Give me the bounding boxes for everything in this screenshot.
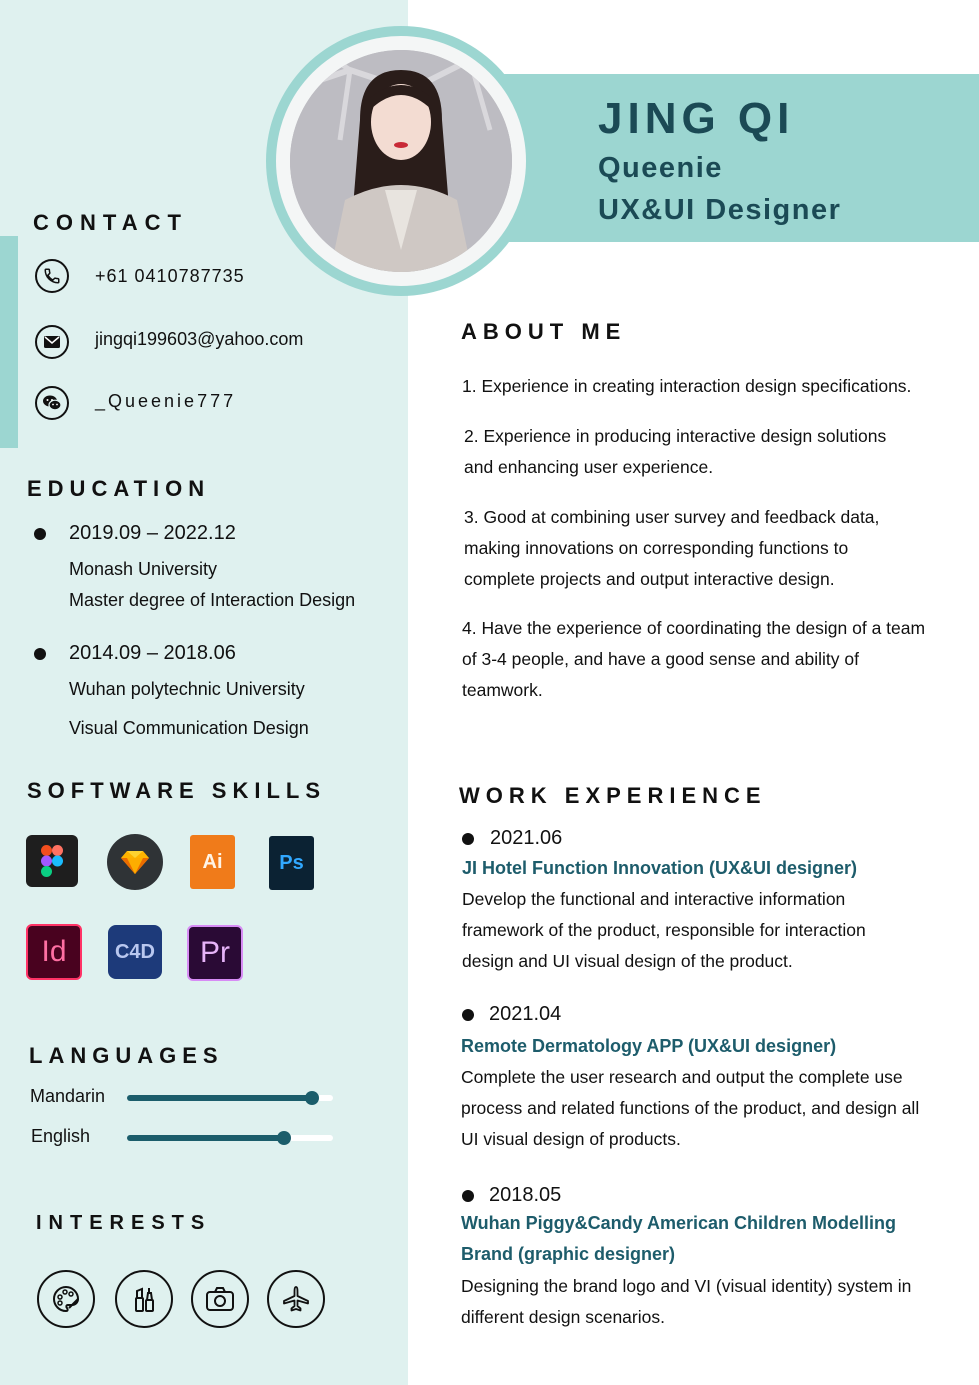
work-description: Develop the functional and interactive information framework of the product, responsible for interaction design and UI visual design of the product. [462, 889, 866, 971]
bullet [462, 1009, 474, 1021]
language-label: English [31, 1126, 91, 1146]
work-date: 2021.06 [490, 827, 563, 849]
phone-icon [35, 259, 69, 293]
education-degree: Master degree of Interaction Design [69, 590, 356, 610]
language-bar-fill [127, 1135, 284, 1141]
email-icon [35, 325, 69, 359]
education-degree: Visual Communication Design [69, 718, 309, 738]
contact-wechat[interactable]: _Queenie777 [95, 391, 237, 411]
about-item: 1. Experience in creating interaction design specifications. [462, 376, 912, 396]
education-period: 2014.09 – 2018.06 [69, 642, 236, 664]
work-description: Complete the user research and output the complete use process and related functions of the product, and design all UI visual design of products. [461, 1067, 920, 1149]
work-title: Wuhan Piggy&Candy American Children Modelling Brand (graphic designer) [461, 1213, 897, 1264]
nickname: Queenie [598, 152, 723, 184]
contact-email[interactable]: jingqi199603@yahoo.com [95, 329, 304, 349]
bullet [34, 648, 46, 660]
bullet [462, 1190, 474, 1202]
contact-heading: CONTACT [33, 210, 188, 235]
illustrator-icon [190, 835, 235, 889]
sidebar-accent-bar [0, 236, 18, 448]
camera-icon [191, 1270, 249, 1328]
language-bar-fill [127, 1095, 312, 1101]
palette-icon [37, 1270, 95, 1328]
about-heading: ABOUT ME [461, 319, 627, 344]
language-label: Mandarin [30, 1086, 106, 1106]
about-item: 3. Good at combining user survey and feedback data, making innovations on corresponding functions to complete projects and output interactive design. [464, 507, 880, 589]
language-bar [127, 1135, 333, 1141]
education-school: Wuhan polytechnic University [69, 679, 305, 699]
premiere-label: Pr [200, 936, 230, 969]
makeup-icon [115, 1270, 173, 1328]
education-school: Monash University [69, 559, 218, 579]
figma-icon [26, 835, 78, 887]
bullet [34, 528, 46, 540]
cinema4d-icon [108, 925, 162, 979]
contact-phone[interactable]: +61 0410787735 [95, 266, 245, 286]
premiere-icon [187, 925, 243, 981]
sketch-icon [107, 834, 163, 890]
bullet [462, 833, 474, 845]
photoshop-label: Ps [279, 851, 304, 874]
work-title: Remote Dermatology APP (UX&UI designer) [461, 1036, 837, 1056]
education-heading: EDUCATION [27, 476, 211, 501]
about-item: 4. Have the experience of coordinating the design of a team of 3-4 people, and have a good sense and ability of teamwork. [462, 618, 926, 700]
languages-heading: LANGUAGES [29, 1043, 224, 1068]
cinema4d-label: C4D [114, 940, 155, 963]
work-heading: WORK EXPERIENCE [459, 783, 767, 808]
work-date: 2021.04 [489, 1003, 562, 1025]
full-name: JING QI [598, 94, 795, 143]
education-period: 2019.09 – 2022.12 [69, 522, 236, 544]
airplane-icon [267, 1270, 325, 1328]
work-date: 2018.05 [489, 1184, 562, 1206]
indesign-label: Id [41, 935, 67, 968]
about-item: 2. Experience in producing interactive design solutions and enhancing user experience. [464, 426, 887, 477]
interests-heading: INTERESTS [36, 1212, 212, 1234]
indesign-icon [26, 924, 82, 980]
language-bar [127, 1095, 333, 1101]
photoshop-icon [269, 836, 314, 890]
language-bar-knob [277, 1131, 291, 1145]
illustrator-label: Ai [202, 850, 223, 873]
work-description: Designing the brand logo and VI (visual identity) system in different design scenarios. [461, 1276, 912, 1327]
profile-photo [290, 50, 512, 272]
work-title: JI Hotel Function Innovation (UX&UI designer) [462, 858, 858, 878]
wechat-icon [35, 386, 69, 420]
skills-heading: SOFTWARE SKILLS [27, 778, 326, 803]
job-title: UX&UI Designer [598, 194, 842, 226]
